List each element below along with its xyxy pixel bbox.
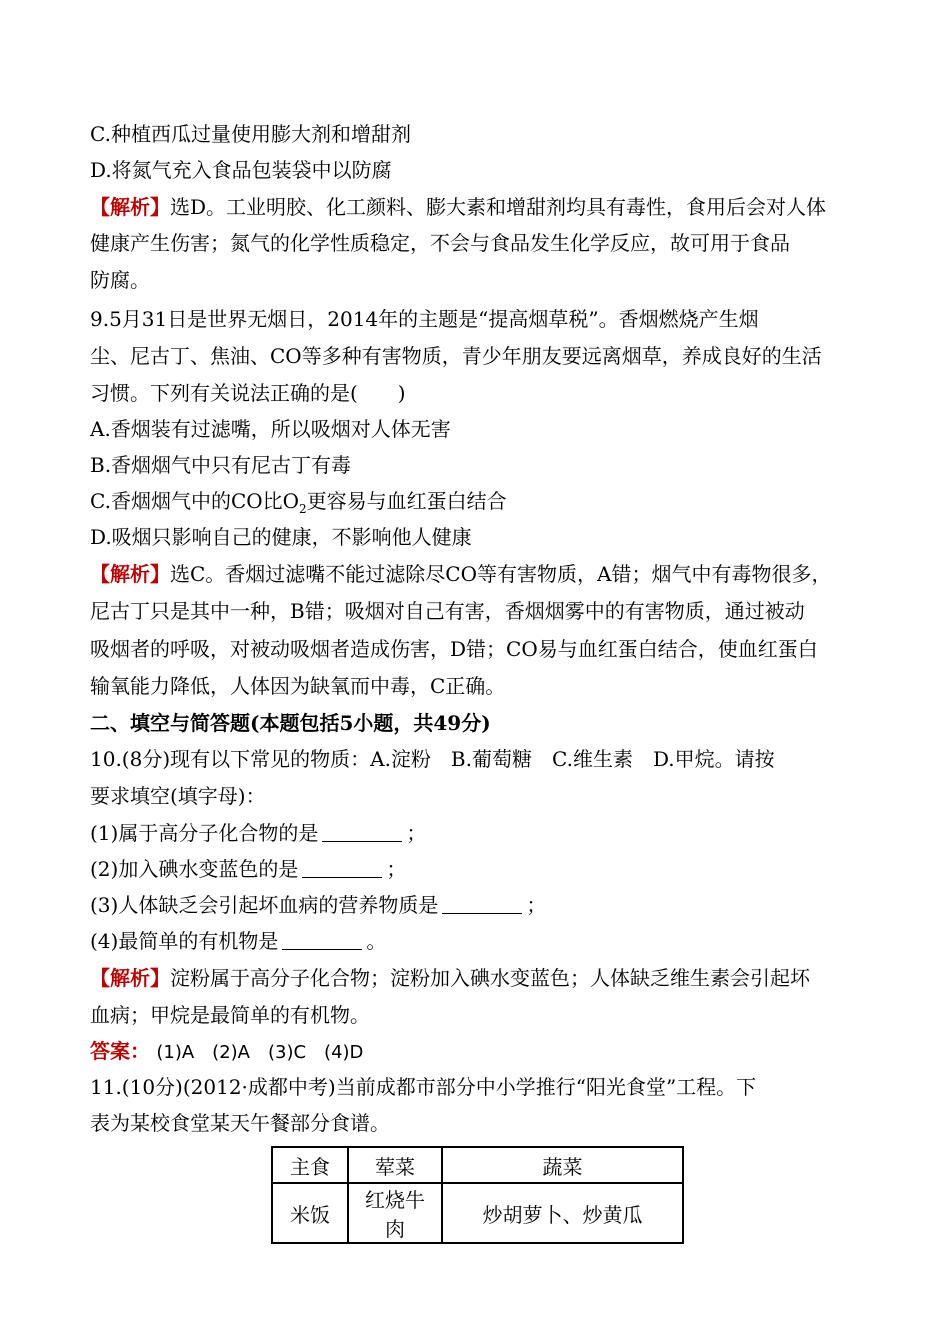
q9-stem-line3: 习惯。下列有关说法正确的是( ) xyxy=(90,381,406,405)
q9-option-a: A.香烟装有过滤嘴，所以吸烟对人体无害 xyxy=(90,417,451,441)
item-text: (4)最简单的有机物是 xyxy=(90,929,279,953)
item-end: ； xyxy=(406,821,427,845)
q10-analysis-line2: 血病；甲烷是最简单的有机物。 xyxy=(90,1003,370,1027)
table-header-row xyxy=(272,1147,683,1183)
item-text: (1)属于高分子化合物的是 xyxy=(90,821,319,845)
q9-stem-line1: 9.5月31日是世界无烟日，2014年的主题是“提高烟草税”。香烟燃烧产生烟 xyxy=(90,307,759,331)
q8-analysis-line2: 健康产生伤害；氮气的化学性质稳定，不会与食品发生化学反应，故可用于食品 xyxy=(90,231,790,255)
answer-blank xyxy=(322,823,402,842)
q9-analysis-line xyxy=(90,561,865,587)
table-cell: 米饭 xyxy=(272,1183,348,1243)
q8-analysis-line3: 防腐。 xyxy=(90,268,150,292)
answer-text: (1)A (2)A (3)C (4)D xyxy=(156,1042,364,1063)
q9-analysis-line4: 输氧能力降低，人体因为缺氧而中毒，C正确。 xyxy=(90,674,506,698)
table-header-cell: 蔬菜 xyxy=(442,1147,683,1183)
q10-item2 xyxy=(90,856,865,882)
analysis-label: 【解析】 xyxy=(90,195,170,219)
q9-option-b: B.香烟烟气中只有尼古丁有毒 xyxy=(90,453,352,477)
table-row xyxy=(272,1183,683,1243)
answer-blank xyxy=(442,895,522,914)
section-heading: 二、填空与简答题(本题包括5小题，共49分) xyxy=(90,711,491,735)
table-header-cell: 荤菜 xyxy=(348,1147,442,1183)
q11-stem-line2: 表为某校食堂某天午餐部分食谱。 xyxy=(90,1111,390,1135)
table-header-cell: 主食 xyxy=(272,1147,348,1183)
subscript: 2 xyxy=(299,502,307,516)
q10-answer xyxy=(90,1038,865,1066)
q9-analysis-line3: 吸烟者的呼吸，对被动吸烟者造成伤害，D错；CO易与血红蛋白结合，使血红蛋白 xyxy=(90,637,818,661)
q10-item1 xyxy=(90,820,865,846)
q9-option-d: D.吸烟只影响自己的健康，不影响他人健康 xyxy=(90,525,472,549)
q9-stem-line2: 尘、尼古丁、焦油、CO等多种有害物质，青少年朋友要远离烟草，养成良好的生活 xyxy=(90,344,822,368)
table-cell: 炒胡萝卜、炒黄瓜 xyxy=(442,1183,683,1243)
item-end: ； xyxy=(526,893,547,917)
answer-blank xyxy=(282,931,362,950)
q10-stem-line1: 10.(8分)现有以下常见的物质：A.淀粉 B.葡萄糖 C.维生素 D.甲烷。请按 xyxy=(90,747,775,771)
q10-item4 xyxy=(90,928,865,954)
table-cell: 红烧牛肉 xyxy=(348,1183,442,1243)
q9-analysis-line2: 尼古丁只是其中一种，B错；吸烟对自己有害，香烟烟雾中的有害物质，通过被动 xyxy=(90,599,805,623)
q10-item3 xyxy=(90,892,865,918)
q8-option-d: D.将氮气充入食品包装袋中以防腐 xyxy=(90,158,392,182)
analysis-label: 【解析】 xyxy=(90,966,170,990)
q8-analysis-line xyxy=(90,194,865,220)
item-text: (3)人体缺乏会引起坏血病的营养物质是 xyxy=(90,893,439,917)
analysis-text: 淀粉属于高分子化合物；淀粉加入碘水变蓝色；人体缺乏维生素会引起坏 xyxy=(170,966,810,990)
analysis-text: 选C。香烟过滤嘴不能过滤除尽CO等有害物质，A错；烟气中有毒物很多， xyxy=(170,562,832,586)
q9-option-c xyxy=(90,488,865,522)
item-end: 。 xyxy=(366,929,387,953)
option-c-text: C.香烟烟气中的CO比O xyxy=(90,489,300,513)
item-text: (2)加入碘水变蓝色的是 xyxy=(90,857,299,881)
menu-table xyxy=(271,1146,684,1244)
q10-stem-line2: 要求填空(填字母)： xyxy=(90,784,266,808)
analysis-text: 选D。工业明胶、化工颜料、膨大素和增甜剂均具有毒性，食用后会对人体 xyxy=(170,195,827,219)
analysis-label: 【解析】 xyxy=(90,562,170,586)
q11-stem-line1: 11.(10分)(2012·成都中考)当前成都市部分中小学推行“阳光食堂”工程。下 xyxy=(90,1075,757,1099)
answer-label: 答案： xyxy=(90,1039,150,1063)
answer-blank xyxy=(302,859,382,878)
q8-option-c: C.种植西瓜过量使用膨大剂和增甜剂 xyxy=(90,122,411,146)
item-end: ； xyxy=(386,857,407,881)
option-c-text-end: 更容易与血红蛋白结合 xyxy=(306,489,507,513)
q10-analysis-line xyxy=(90,965,865,991)
